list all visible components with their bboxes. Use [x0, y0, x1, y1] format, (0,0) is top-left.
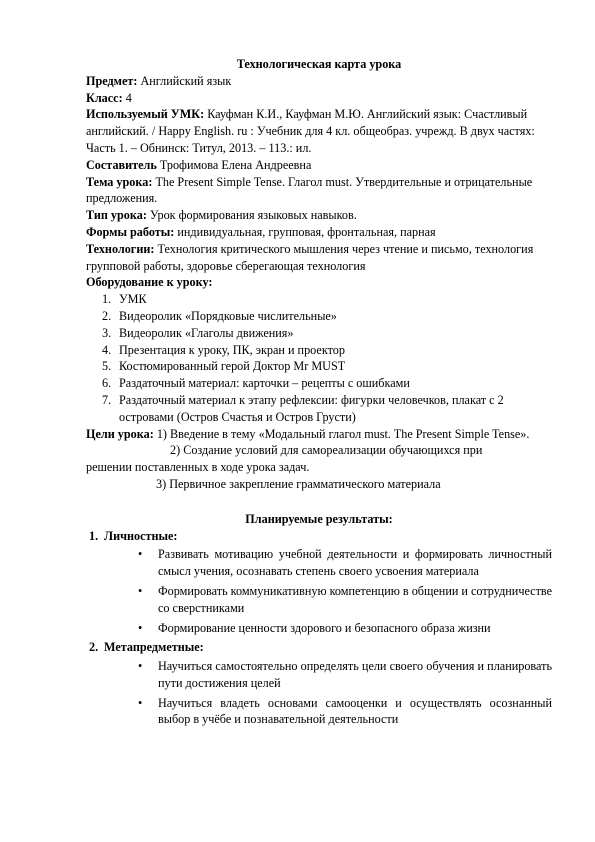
- results-title: Планируемые результаты:: [245, 511, 393, 526]
- lesson-type-label: Тип урока:: [86, 208, 147, 223]
- list-item-text: Видеоролик «Порядковые числительные»: [119, 308, 337, 323]
- section-number: 2.: [89, 640, 99, 655]
- list-item-text: Формировать коммуникативную компетенцию в общении и сотрудничестве со сверстниками: [158, 583, 552, 615]
- list-item: [86, 375, 552, 392]
- list-item-number: 1.: [102, 292, 112, 307]
- bullet-icon: •: [138, 547, 143, 562]
- list-item-text: УМК: [119, 292, 147, 307]
- personal-results-list: [86, 546, 552, 636]
- results-section-metasubject: [86, 639, 552, 656]
- work-forms-value: индивидуальная, групповая, фронтальная, парная: [177, 224, 436, 239]
- list-item-text: Костюмированный герой Доктор Mr MUST: [119, 359, 346, 374]
- work-forms-label: Формы работы:: [86, 224, 175, 239]
- list-item: [86, 695, 552, 729]
- goals-line-1: [86, 426, 552, 443]
- technologies-label: Технологии:: [86, 241, 155, 256]
- list-item: [86, 658, 552, 692]
- bullet-icon: •: [138, 695, 143, 710]
- subject-value: Английский язык: [140, 73, 232, 88]
- list-item-text: Научиться владеть основами самооценки и осуществлять осознанный выбор в учёбе и познавательной деятельности: [158, 695, 552, 727]
- goal-2-continued: решении поставленных в ходе урока задач.: [86, 460, 310, 475]
- list-item-text: Научиться самостоятельно определять цели своего обучения и планировать пути достижения целей: [158, 659, 552, 690]
- subject-line: [86, 73, 552, 90]
- author-value: Трофимова Елена Андреевна: [159, 157, 312, 172]
- list-item: [86, 546, 552, 580]
- equipment-heading: Оборудование к уроку:: [86, 275, 213, 290]
- goal-2: 2) Создание условий для самореализации обучающихся при: [170, 443, 483, 458]
- technologies-line: [86, 241, 552, 275]
- technologies-value: Технология критического мышления через чтение и письмо, технология групповой работы, здоровье сберегающая технология: [86, 241, 534, 273]
- list-item-text: Формирование ценности здорового и безопасного образа жизни: [158, 620, 491, 635]
- list-item-text: Развивать мотивацию учебной деятельности и формировать личностный смысл учения, осознавать степень своего усвоения материала: [158, 547, 552, 579]
- bullet-icon: •: [138, 583, 143, 598]
- umk-value: Кауфман К.И., Кауфман М.Ю. Английский язык: Счастливый английский. / Happy English. ru : Учебник для 4 кл. общеобраз. учрежд. В двух частях: Часть 1. – Обнинск: Титул, 2013. – 113.: ил.: [86, 107, 535, 155]
- list-item: [86, 358, 552, 375]
- lesson-type-value: Урок формирования языковых навыков.: [149, 208, 357, 223]
- list-item: [86, 308, 552, 325]
- topic-line: [86, 174, 552, 208]
- topic-label: Тема урока:: [86, 174, 153, 189]
- goal-1: 1) Введение в тему «Модальный глагол must. The Present Simple Tense».: [156, 426, 530, 441]
- metasubject-results-list: [86, 658, 552, 728]
- lesson-type-line: [86, 207, 552, 224]
- section-number: 1.: [89, 528, 99, 543]
- grade-label: Класс:: [86, 90, 123, 105]
- list-item: [86, 342, 552, 359]
- list-item-text: Презентация к уроку, ПК, экран и проектор: [119, 342, 345, 357]
- list-item-number: 6.: [102, 376, 112, 391]
- document-title: Технологическая карта урока: [236, 57, 402, 71]
- list-item-text: Раздаточный материал к этапу рефлексии: фигурки человечков, плакат с 2 островами (Остров Счастья и Остров Грусти): [119, 392, 504, 424]
- list-item-number: 7.: [102, 392, 112, 407]
- section-heading: Метапредметные:: [104, 640, 204, 655]
- list-item: [86, 583, 552, 617]
- umk-label: Используемый УМК:: [86, 107, 205, 122]
- list-item: [86, 291, 552, 308]
- work-forms-line: [86, 224, 552, 241]
- list-item-number: 3.: [102, 325, 112, 340]
- list-item-number: 5.: [102, 359, 112, 374]
- author-line: [86, 157, 552, 174]
- list-item: [86, 620, 552, 637]
- results-section-personal: [86, 528, 552, 545]
- section-heading: Личностные:: [104, 528, 178, 543]
- grade-value: 4: [125, 90, 132, 105]
- author-label: Составитель: [86, 157, 157, 172]
- subject-label: Предмет:: [86, 73, 138, 88]
- goal-3: 3) Первичное закрепление грамматического материала: [156, 476, 441, 491]
- list-item-number: 4.: [102, 342, 112, 357]
- bullet-icon: •: [138, 659, 143, 674]
- bullet-icon: •: [138, 620, 143, 635]
- grade-line: [86, 90, 552, 107]
- document-page: [86, 56, 552, 731]
- list-item-number: 2.: [102, 308, 112, 323]
- list-item-text: Видеоролик «Глаголы движения»: [119, 325, 294, 340]
- list-item: [86, 325, 552, 342]
- topic-value: The Present Simple Tense. Глагол must. Утвердительные и отрицательные предложения.: [86, 174, 533, 206]
- list-item-text: Раздаточный материал: карточки – рецепты с ошибками: [119, 376, 410, 391]
- umk-line: [86, 106, 552, 156]
- list-item: [86, 392, 552, 426]
- goals-label: Цели урока:: [86, 426, 154, 441]
- equipment-list: [86, 291, 552, 425]
